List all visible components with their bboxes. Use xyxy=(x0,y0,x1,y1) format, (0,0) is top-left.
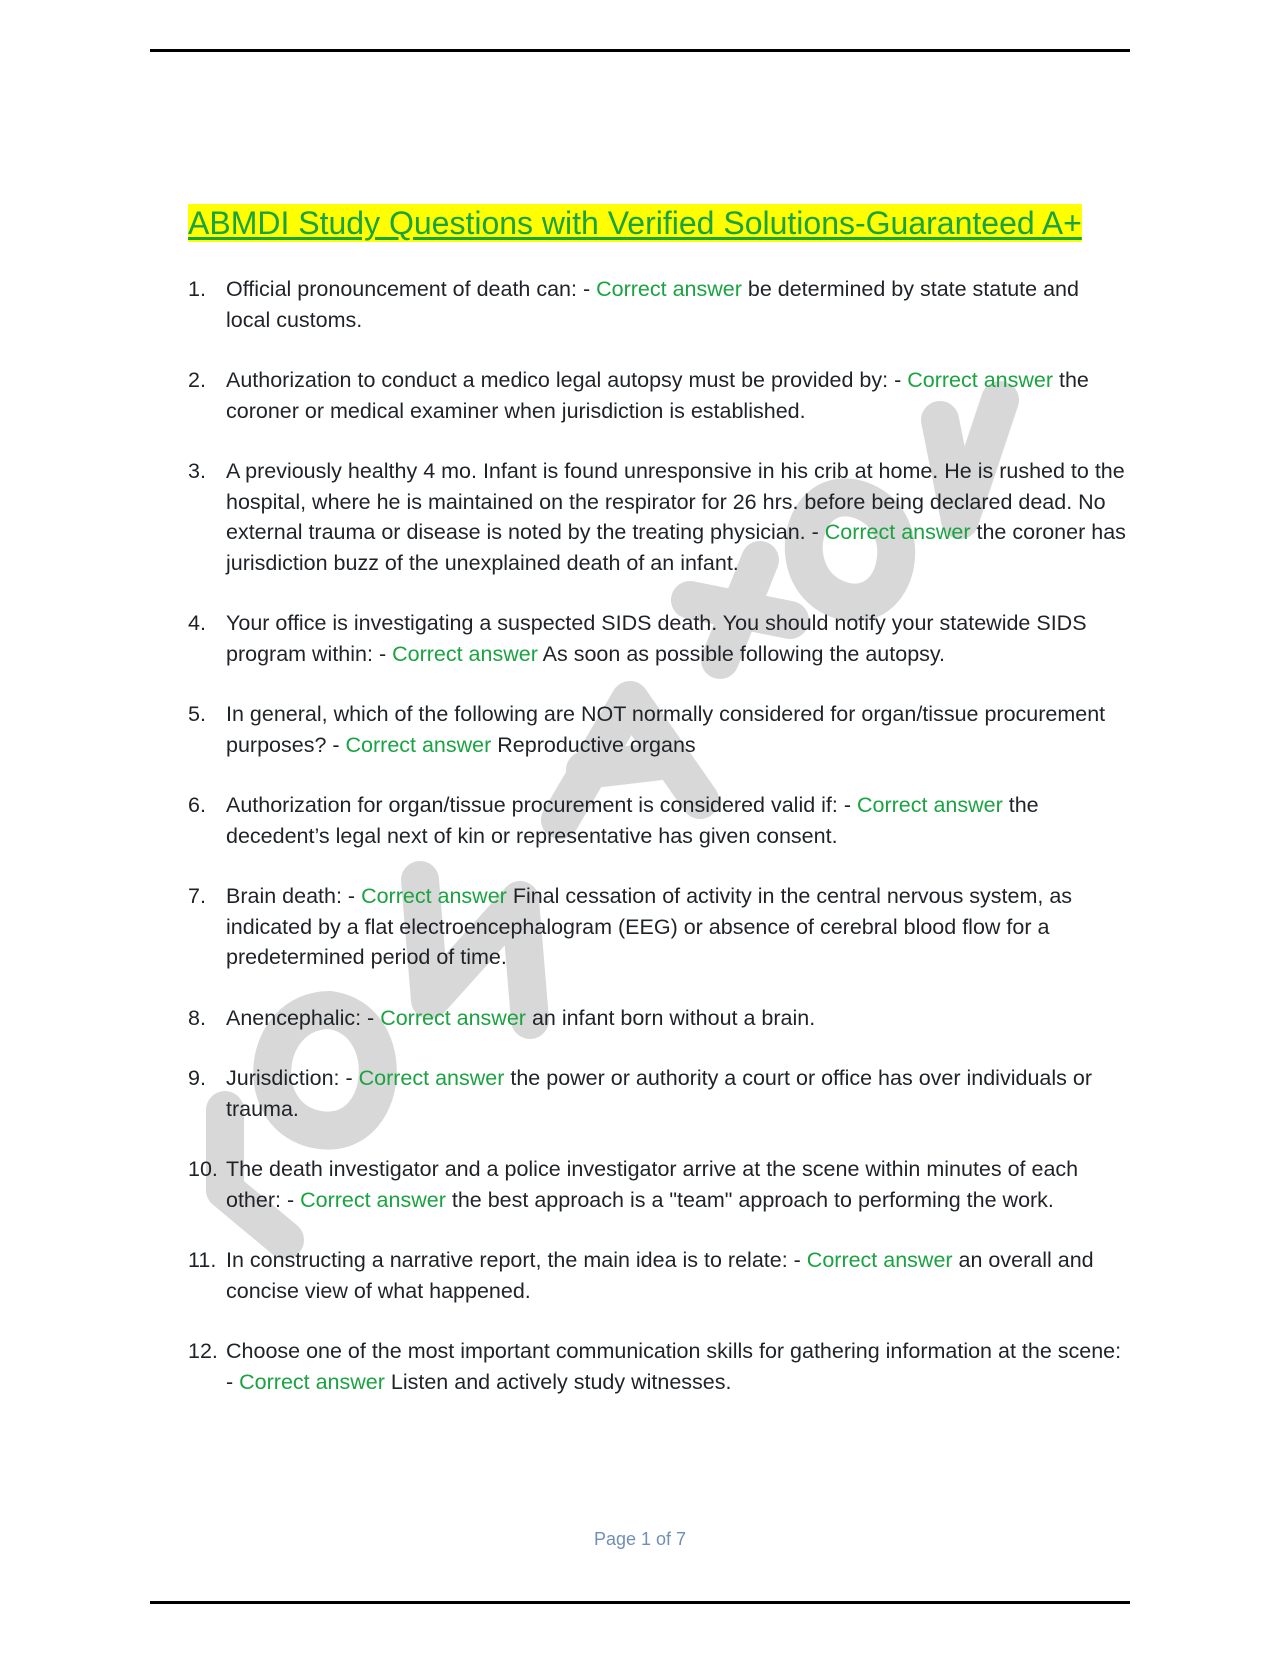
correct-answer-label: Correct answer xyxy=(856,793,1003,817)
item-number: 3. xyxy=(188,459,206,483)
correct-answer-label: Correct answer xyxy=(345,732,492,757)
correct-answer-label: Correct answer xyxy=(806,1248,953,1272)
separator: - xyxy=(787,1248,807,1272)
correct-answer-label: Correct answer xyxy=(596,277,742,301)
answer-text: an infant born without a brain. xyxy=(531,1005,816,1030)
list-item xyxy=(188,1336,1128,1397)
answer-text: the power or authority a court or office has over individuals or trauma. xyxy=(226,1066,1092,1121)
list-item xyxy=(188,790,1128,851)
list-item xyxy=(188,365,1128,426)
document-title: ABMDI Study Questions with Verified Solutions-Guaranteed A+ xyxy=(188,205,1082,241)
separator: - xyxy=(361,1005,381,1030)
question-text: Authorization to conduct a medico legal autopsy must be provided by: xyxy=(226,368,889,392)
question-list xyxy=(188,274,1128,1397)
question-text: Anencephalic: xyxy=(226,1005,362,1030)
answer-text: the coroner or medical examiner when jurisdiction is established. xyxy=(226,368,1089,423)
answer-text: the decedent’s legal next of kin or representative has given consent. xyxy=(226,793,1039,848)
list-item xyxy=(188,1003,1128,1034)
document-body xyxy=(188,204,1128,1427)
correct-answer-label: Correct answer xyxy=(824,520,971,544)
item-number: 12. xyxy=(188,1339,218,1363)
question-text: Official pronouncement of death can: xyxy=(226,277,577,301)
answer-text: the coroner has jurisdiction buzz of the unexplained death of an infant. xyxy=(226,520,1126,575)
separator: - xyxy=(341,884,362,908)
separator: - xyxy=(577,277,597,301)
item-number: 1. xyxy=(188,277,206,301)
footer-rule xyxy=(150,1601,1130,1604)
separator: - xyxy=(837,793,857,817)
correct-answer-label: Correct answer xyxy=(358,1066,505,1090)
list-item xyxy=(188,1154,1128,1215)
separator: - xyxy=(339,1066,359,1090)
list-item xyxy=(188,1245,1128,1306)
question-text: Brain death: xyxy=(226,884,342,908)
answer-text: Reproductive organs xyxy=(497,732,696,757)
item-number: 7. xyxy=(188,884,206,908)
correct-answer-label: Correct answer xyxy=(380,1005,526,1030)
question-text: The death investigator and a police investigator arrive at the scene within minutes of each other: xyxy=(226,1157,1079,1212)
correct-answer-label: Correct answer xyxy=(392,641,538,666)
list-item xyxy=(188,456,1128,578)
separator: - xyxy=(280,1187,301,1212)
answer-text: As soon as possible following the autopsy. xyxy=(542,641,946,666)
question-text: Choose one of the most important communication skills for gathering information at the scene: xyxy=(226,1339,1122,1363)
correct-answer-label: Correct answer xyxy=(361,884,507,908)
item-number: 5. xyxy=(188,702,206,726)
separator: - xyxy=(226,1369,240,1394)
answer-text: Final cessation of activity in the central nervous system, as indicated by a flat electroencephalogram (EEG) or absence of cerebral blood flow for a predetermined period of time. xyxy=(226,884,1073,969)
list-item xyxy=(188,274,1128,335)
question-text: In constructing a narrative report, the main idea is to relate: xyxy=(226,1248,788,1272)
item-number: 6. xyxy=(188,793,206,817)
item-number: 4. xyxy=(188,611,206,635)
list-item xyxy=(188,1063,1128,1124)
item-number: 2. xyxy=(188,368,206,392)
answer-text: be determined by state statute and local customs. xyxy=(226,277,1079,332)
separator: - xyxy=(888,368,908,392)
correct-answer-label: Correct answer xyxy=(239,1369,385,1394)
question-text: In general, which of the following are NOT normally considered for organ/tissue procurement purposes? xyxy=(226,702,1106,757)
separator: - xyxy=(326,732,346,757)
answer-text: an overall and concise view of what happened. xyxy=(226,1248,1094,1303)
correct-answer-label: Correct answer xyxy=(300,1187,446,1212)
list-item xyxy=(188,881,1128,973)
question-text: Authorization for organ/tissue procurement is considered valid if: xyxy=(226,793,838,817)
answer-text: the best approach is a "team" approach to performing the work. xyxy=(451,1187,1054,1212)
answer-text: Listen and actively study witnesses. xyxy=(390,1369,732,1394)
question-text: Your office is investigating a suspected SIDS death. You should notify your statewide SIDS program within: xyxy=(226,611,1087,666)
question-text: Jurisdiction: xyxy=(226,1066,340,1090)
item-number: 11. xyxy=(188,1248,217,1272)
item-number: 9. xyxy=(188,1066,206,1090)
item-number: 8. xyxy=(188,1005,206,1030)
separator: - xyxy=(372,641,393,666)
question-text: A previously healthy 4 mo. Infant is found unresponsive in his crib at home. He is rushed to the hospital, where he is maintained on the respirator for 26 hrs. before being declared dead. No external trauma or disease is noted by the treating physician. xyxy=(226,459,1125,544)
list-item xyxy=(188,608,1128,669)
page-number: Page 1 of 7 xyxy=(593,1529,687,1549)
separator: - xyxy=(805,520,825,544)
list-item xyxy=(188,699,1128,760)
header-rule xyxy=(150,49,1130,52)
item-number: 10. xyxy=(188,1157,218,1181)
correct-answer-label: Correct answer xyxy=(907,368,1053,392)
